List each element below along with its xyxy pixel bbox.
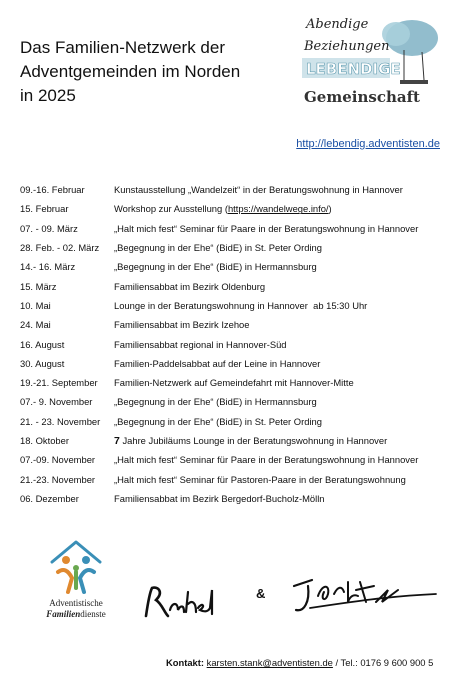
event-description: Familien-Paddelsabbat auf der Leine in Hannover [114,357,321,369]
svg-text:Abendige: Abendige [306,17,369,32]
event-description: „Halt mich fest“ Seminar für Pastoren-Paare in der Beratungswohnung [114,473,406,485]
schedule-row [20,334,450,353]
schedule-row [20,412,450,431]
schedule-row [20,354,450,373]
event-description: Familiensabbat im Bezirk Oldenburg [114,280,266,292]
page-title [20,36,270,108]
event-date: 19.-21. September [20,377,98,389]
title-line-2: Adventgemeinden im Norden [20,62,241,81]
event-description: „Halt mich fest“ Seminar für Paare in der Beratungswohnung in Hannover [114,222,419,234]
event-description: Familiensabbat im Bezirk Bergedorf-Bucholz-Mölln [114,492,325,504]
event-description: Familiensabbat im Bezirk Izehoe [114,319,250,331]
contact-email-link[interactable]: karsten.stank@adventisten.de [206,657,333,668]
event-date: 06. Dezember [20,492,79,504]
schedule-row [20,296,450,315]
event-description: Familiensabbat regional in Hannover-Süd [114,338,287,350]
schedule-row [20,315,450,334]
event-description: 7 Jahre Jubiläums Lounge in der Beratungswohnung in Hannover [114,434,388,447]
schedule-row [20,257,450,276]
signature-karsten [290,572,440,620]
event-description: „Begegnung in der Ehe“ (BidE) in St. Peter Ording [114,242,322,254]
event-date: 07.-09. November [20,454,96,466]
event-date: 21.-23. November [20,473,96,485]
schedule-row [20,392,450,411]
contact-line [166,657,433,668]
schedule-row [20,238,450,257]
event-date: 18. Oktober [20,435,69,446]
event-description: „Halt mich fest“ Seminar für Paare in der Beratungswohnung in Hannover [114,454,419,466]
title-line-1: Das Familien-Netzwerk der [20,38,225,57]
schedule-row [20,180,450,199]
schedule-row [20,373,450,392]
event-schedule [20,180,450,508]
lebendige-gemeinschaft-logo [300,8,440,118]
title-line-3: in 2025 [20,86,76,105]
contact-phone: / Tel.: 0176 9 600 900 5 [332,657,434,668]
jubilee-number: 7 [114,434,120,447]
website-link[interactable]: http://lebendig.adventisten.de [296,138,440,150]
event-description: Kunstausstellung „Wandelzeit“ in der Beratungswohnung in Hannover [114,184,403,196]
event-date: 15. März [20,280,57,292]
schedule-row [20,450,450,469]
event-date: 28. Feb. - 02. März [20,242,100,254]
event-date: 07. - 09. März [20,222,78,234]
logo-text-line-1: Adventistische [49,598,103,608]
wandelwege-link[interactable]: https://wandelwege.info/ [227,203,329,215]
schedule-row [20,469,450,488]
schedule-row [20,219,450,238]
event-date: 07.- 9. November [20,396,93,408]
schedule-row [20,199,450,218]
event-description: Workshop zur Ausstellung (https://wandelwege.info/) [114,203,332,215]
event-description: „Begegnung in der Ehe“ (BidE) in Hermannsburg [114,396,317,408]
schedule-row [20,489,450,508]
signature-rahel [140,582,220,622]
event-description: Lounge in der Beratungswohnung in Hannover ab 15:30 Uhr [114,299,368,311]
event-description: Familien-Netzwerk auf Gemeindefahrt mit Hannover-Mitte [114,377,354,389]
logo-text-line-2: Familiendienste [46,609,106,619]
event-date: 10. Mai [20,299,51,311]
adventistische-familiendienste-logo [28,538,124,628]
event-date: 30. August [20,357,65,369]
event-date: 15. Februar [20,203,69,215]
event-date: 16. August [20,338,65,350]
contact-label: Kontakt: [166,657,205,668]
schedule-row [20,276,450,295]
event-date: 09.-16. Februar [20,184,85,196]
event-description: „Begegnung in der Ehe“ (BidE) in Hermannsburg [114,261,317,273]
svg-text:Gemeinschaft: Gemeinschaft [304,88,420,106]
event-description: „Begegnung in der Ehe“ (BidE) in St. Peter Ording [114,415,322,427]
family-house-icon [46,538,106,596]
svg-text:LEBENDIGE: LEBENDIGE [306,60,401,78]
svg-text:Beziehungen: Beziehungen [304,39,390,54]
event-date: 21. - 23. November [20,415,101,427]
event-date: 14.- 16. März [20,261,76,273]
schedule-row [20,431,450,450]
ampersand: & [256,586,266,601]
event-date: 24. Mai [20,319,51,331]
